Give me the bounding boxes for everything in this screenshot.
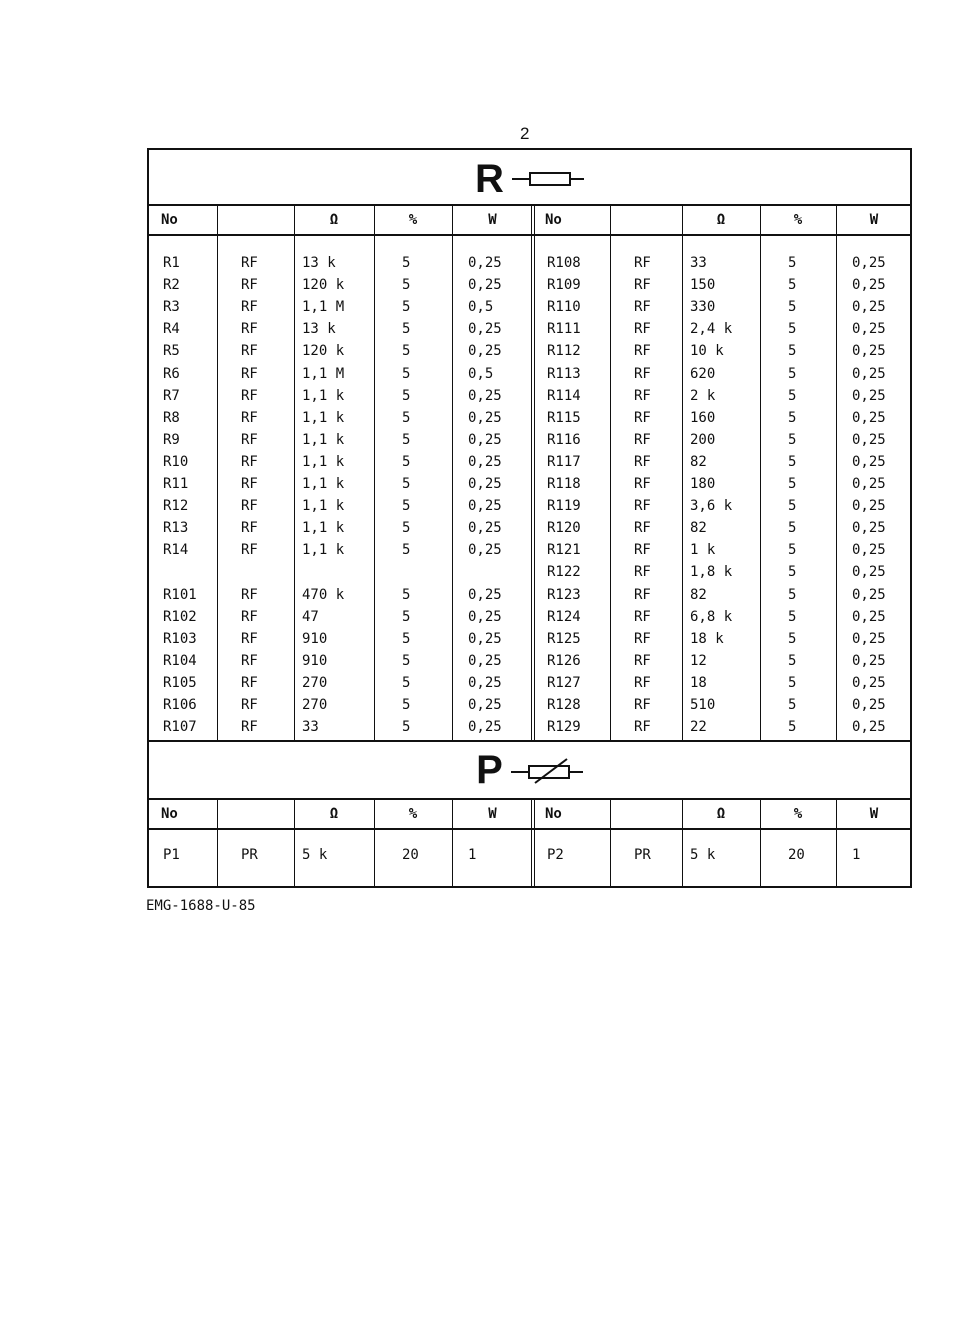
cell-number: R113: [547, 365, 581, 382]
cell-tolerance: 5: [402, 652, 411, 669]
cell-ohms: 1,1 k: [302, 453, 345, 470]
cell-watts: 0,25: [852, 476, 886, 492]
cell-type: RF: [241, 277, 258, 294]
cell-tolerance: 5: [402, 365, 411, 382]
cell-tolerance: 5: [402, 476, 411, 492]
column-rule: [217, 204, 218, 740]
cell-number: R105: [163, 674, 197, 691]
cell-number: R127: [547, 674, 581, 691]
cell-tolerance: 5: [402, 697, 411, 713]
cell-watts: 0,25: [852, 343, 886, 360]
cell-watts: 0,25: [468, 697, 502, 713]
cell-number: R3: [163, 299, 180, 316]
cell-ohms: 510: [690, 697, 716, 713]
cell-ohms: 22: [690, 719, 707, 736]
column-rule: [760, 204, 761, 740]
cell-watts: 0,25: [468, 476, 502, 492]
cell-tolerance: 5: [788, 299, 797, 316]
cell-ohms: 620: [690, 365, 716, 382]
cell-watts: 0,25: [468, 498, 502, 515]
cell-type: RF: [241, 719, 258, 736]
cell-type: RF: [241, 542, 258, 559]
cell-number: R104: [163, 652, 197, 669]
column-header: Ω: [716, 806, 726, 822]
cell-type: RF: [634, 299, 651, 316]
cell-type: RF: [634, 498, 651, 515]
cell-ohms: 120 k: [302, 277, 345, 294]
cell-number: R2: [163, 277, 180, 294]
cell-watts: 0,25: [852, 255, 886, 271]
column-header: W: [488, 212, 497, 228]
cell-number: R124: [547, 608, 581, 625]
cell-ohms: 47: [302, 608, 319, 625]
cell-number: R116: [547, 431, 581, 448]
cell-type: RF: [634, 409, 651, 426]
cell-ohms: 1,1 k: [302, 498, 345, 515]
cell-type: RF: [634, 520, 651, 537]
cell-ohms: 82: [690, 586, 707, 603]
resistor-symbol-letter: R: [475, 156, 504, 201]
column-header: Ω: [329, 806, 339, 822]
cell-tolerance: 5: [788, 630, 797, 647]
cell-tolerance: 5: [402, 453, 411, 470]
column-rule: [682, 204, 683, 740]
cell-type: RF: [241, 453, 258, 470]
cell-number: R5: [163, 343, 180, 360]
cell-watts: 0,25: [852, 277, 886, 294]
cell-number: R110: [547, 299, 581, 316]
cell-type: RF: [241, 409, 258, 426]
cell-type: RF: [241, 674, 258, 691]
cell-type: RF: [241, 387, 258, 404]
cell-ohms: 1,1 k: [302, 476, 345, 492]
cell-ohms: 18: [690, 674, 707, 691]
cell-number: R8: [163, 409, 180, 426]
cell-tolerance: 5: [788, 476, 797, 492]
cell-number: R111: [547, 321, 581, 338]
rule: [149, 204, 910, 206]
cell-number: R102: [163, 608, 197, 625]
cell-type: RF: [241, 697, 258, 713]
cell-type: RF: [241, 255, 258, 271]
cell-ohms: 150: [690, 277, 716, 294]
cell-ohms: 270: [302, 674, 328, 691]
resistor-symbol-row: [149, 154, 910, 204]
cell-ohms: 33: [302, 719, 319, 736]
cell-tolerance: 5: [788, 277, 797, 294]
cell-tolerance: 5: [402, 321, 411, 338]
cell-number: R119: [547, 498, 581, 515]
cell-ohms: 180: [690, 476, 716, 492]
cell-type: RF: [634, 453, 651, 470]
component-table: [147, 148, 912, 888]
cell-watts: 0,25: [852, 674, 886, 691]
cell-watts: 0,25: [468, 255, 502, 271]
column-header: No: [545, 212, 562, 228]
cell-number: P1: [163, 847, 180, 863]
cell-number: R121: [547, 542, 581, 559]
cell-tolerance: 5: [788, 697, 797, 713]
cell-watts: 0,25: [468, 409, 502, 426]
cell-tolerance: 20: [788, 847, 805, 863]
cell-ohms: 5 k: [302, 847, 328, 863]
cell-number: R13: [163, 520, 189, 537]
cell-tolerance: 5: [402, 719, 411, 736]
cell-tolerance: 5: [788, 719, 797, 736]
cell-tolerance: 5: [788, 453, 797, 470]
cell-ohms: 910: [302, 630, 328, 647]
cell-number: R12: [163, 498, 189, 515]
cell-tolerance: 5: [402, 299, 411, 316]
cell-number: R109: [547, 277, 581, 294]
cell-number: R123: [547, 586, 581, 603]
cell-ohms: 1,1 k: [302, 520, 345, 537]
potentiometer-symbol-row: [149, 742, 910, 798]
column-header: %: [408, 806, 418, 822]
cell-watts: 1: [468, 847, 477, 863]
cell-type: RF: [241, 652, 258, 669]
cell-number: R9: [163, 431, 180, 448]
cell-watts: 0,25: [852, 321, 886, 338]
rule: [149, 234, 910, 236]
cell-watts: 0,25: [468, 674, 502, 691]
cell-type: PR: [241, 847, 258, 863]
cell-type: RF: [634, 365, 651, 382]
cell-tolerance: 5: [788, 608, 797, 625]
cell-watts: 0,25: [852, 498, 886, 515]
cell-ohms: 330: [690, 299, 716, 316]
cell-ohms: 2,4 k: [690, 321, 733, 338]
cell-number: R101: [163, 586, 197, 603]
cell-type: RF: [241, 365, 258, 382]
cell-tolerance: 5: [402, 586, 411, 603]
variable-resistor-icon: [511, 755, 583, 785]
cell-watts: 0,25: [468, 277, 502, 294]
column-header: Ω: [716, 212, 726, 228]
cell-ohms: 270: [302, 697, 328, 713]
cell-tolerance: 5: [788, 674, 797, 691]
cell-tolerance: 5: [788, 409, 797, 426]
cell-number: R125: [547, 630, 581, 647]
cell-tolerance: 5: [788, 255, 797, 271]
cell-tolerance: 5: [788, 343, 797, 360]
cell-type: RF: [241, 476, 258, 492]
cell-watts: 0,25: [468, 321, 502, 338]
cell-ohms: 13 k: [302, 255, 336, 271]
cell-ohms: 5 k: [690, 847, 716, 863]
cell-type: RF: [634, 431, 651, 448]
cell-tolerance: 5: [402, 431, 411, 448]
cell-tolerance: 5: [788, 387, 797, 404]
cell-type: RF: [634, 542, 651, 559]
cell-tolerance: 5: [402, 498, 411, 515]
cell-tolerance: 5: [788, 564, 797, 581]
cell-watts: 0,25: [852, 409, 886, 426]
cell-type: RF: [634, 387, 651, 404]
cell-ohms: 470 k: [302, 586, 345, 603]
cell-ohms: 12: [690, 652, 707, 669]
column-rule: [452, 204, 453, 740]
cell-number: R7: [163, 387, 180, 404]
cell-watts: 0,25: [468, 343, 502, 360]
cell-ohms: 910: [302, 652, 328, 669]
cell-type: RF: [634, 630, 651, 647]
cell-number: R115: [547, 409, 581, 426]
cell-watts: 0,25: [468, 542, 502, 559]
column-header: W: [869, 212, 879, 228]
cell-watts: 0,25: [852, 542, 886, 559]
cell-tolerance: 5: [402, 277, 411, 294]
cell-ohms: 200: [690, 431, 716, 448]
cell-watts: 0,25: [468, 520, 502, 537]
cell-watts: 0,25: [852, 586, 886, 603]
cell-watts: 0,5: [468, 365, 494, 382]
cell-number: R103: [163, 630, 197, 647]
cell-number: R129: [547, 719, 581, 736]
cell-watts: 0,25: [852, 299, 886, 316]
cell-type: RF: [241, 498, 258, 515]
cell-tolerance: 5: [788, 520, 797, 537]
cell-type: RF: [634, 586, 651, 603]
cell-type: RF: [241, 321, 258, 338]
column-rule: [836, 204, 837, 740]
cell-type: RF: [634, 343, 651, 360]
cell-watts: 1: [852, 847, 861, 863]
cell-watts: 0,5: [468, 299, 494, 316]
column-rule: [294, 204, 295, 740]
cell-watts: 0,25: [852, 652, 886, 669]
cell-watts: 0,25: [852, 564, 886, 581]
rule: [149, 798, 910, 800]
cell-ohms: 13 k: [302, 321, 336, 338]
rule: [149, 828, 910, 830]
cell-type: RF: [634, 608, 651, 625]
cell-ohms: 82: [690, 453, 707, 470]
cell-ohms: 1,1 M: [302, 299, 345, 316]
cell-ohms: 1,8 k: [690, 564, 733, 581]
page-number: 2: [520, 124, 530, 143]
column-header: No: [161, 212, 178, 228]
cell-number: R11: [163, 476, 189, 492]
cell-tolerance: 5: [788, 542, 797, 559]
cell-type: RF: [241, 586, 258, 603]
column-rule: [610, 798, 611, 888]
cell-ohms: 1,1 k: [302, 387, 345, 404]
cell-ohms: 1,1 k: [302, 542, 345, 559]
cell-number: R108: [547, 255, 581, 271]
cell-number: R10: [163, 453, 189, 470]
cell-ohms: 18 k: [690, 630, 724, 647]
cell-tolerance: 5: [788, 586, 797, 603]
cell-number: R107: [163, 719, 197, 736]
cell-watts: 0,25: [852, 697, 886, 713]
cell-watts: 0,25: [468, 719, 502, 736]
cell-ohms: 10 k: [690, 343, 724, 360]
cell-watts: 0,25: [468, 586, 502, 603]
cell-tolerance: 5: [788, 431, 797, 448]
cell-tolerance: 5: [788, 498, 797, 515]
cell-ohms: 1,1 M: [302, 365, 345, 382]
cell-ohms: 1,1 k: [302, 431, 345, 448]
cell-tolerance: 5: [402, 387, 411, 404]
cell-tolerance: 20: [402, 847, 419, 863]
column-rule: [217, 798, 218, 888]
cell-type: RF: [634, 277, 651, 294]
cell-number: R118: [547, 476, 581, 492]
document-code: EMG-1688-U-85: [146, 898, 256, 914]
cell-type: RF: [634, 476, 651, 492]
fixed-resistor-icon: [512, 167, 584, 191]
cell-type: RF: [634, 564, 651, 581]
cell-number: R126: [547, 652, 581, 669]
cell-type: RF: [634, 674, 651, 691]
cell-number: P2: [547, 847, 564, 863]
cell-tolerance: 5: [402, 255, 411, 271]
cell-tolerance: 5: [402, 674, 411, 691]
cell-tolerance: 5: [402, 409, 411, 426]
cell-watts: 0,25: [852, 608, 886, 625]
cell-tolerance: 5: [402, 630, 411, 647]
column-rule: [610, 204, 611, 740]
cell-number: R14: [163, 542, 189, 559]
cell-type: RF: [241, 343, 258, 360]
cell-watts: 0,25: [852, 520, 886, 537]
column-header: No: [161, 806, 178, 822]
cell-watts: 0,25: [852, 387, 886, 404]
cell-watts: 0,25: [852, 630, 886, 647]
cell-ohms: 3,6 k: [690, 498, 733, 515]
potentiometer-symbol-letter: P: [476, 747, 503, 792]
cell-number: R4: [163, 321, 180, 338]
cell-number: R122: [547, 564, 581, 581]
cell-tolerance: 5: [788, 365, 797, 382]
cell-watts: 0,25: [468, 387, 502, 404]
cell-watts: 0,25: [468, 608, 502, 625]
cell-number: R114: [547, 387, 581, 404]
cell-ohms: 2 k: [690, 387, 716, 404]
cell-type: RF: [634, 697, 651, 713]
cell-watts: 0,25: [468, 652, 502, 669]
cell-tolerance: 5: [402, 520, 411, 537]
cell-tolerance: 5: [402, 608, 411, 625]
cell-tolerance: 5: [402, 343, 411, 360]
cell-number: R106: [163, 697, 197, 713]
cell-type: RF: [241, 431, 258, 448]
cell-tolerance: 5: [788, 652, 797, 669]
column-header: W: [488, 806, 497, 822]
cell-type: RF: [634, 652, 651, 669]
cell-number: R6: [163, 365, 180, 382]
cell-ohms: 120 k: [302, 343, 345, 360]
column-header: No: [545, 806, 562, 822]
column-header: W: [869, 806, 879, 822]
cell-tolerance: 5: [788, 321, 797, 338]
cell-type: RF: [241, 608, 258, 625]
cell-watts: 0,25: [852, 365, 886, 382]
cell-ohms: 6,8 k: [690, 608, 733, 625]
cell-type: RF: [241, 630, 258, 647]
cell-ohms: 1,1 k: [302, 409, 345, 426]
column-header: %: [793, 806, 803, 822]
cell-watts: 0,25: [852, 719, 886, 736]
cell-type: RF: [634, 719, 651, 736]
column-rule: [374, 204, 375, 740]
cell-ohms: 1 k: [690, 542, 716, 559]
cell-number: R112: [547, 343, 581, 360]
cell-watts: 0,25: [852, 453, 886, 470]
column-header: %: [408, 212, 418, 228]
cell-type: PR: [634, 847, 651, 863]
cell-ohms: 82: [690, 520, 707, 537]
cell-watts: 0,25: [468, 453, 502, 470]
cell-number: R117: [547, 453, 581, 470]
cell-type: RF: [241, 299, 258, 316]
cell-number: R128: [547, 697, 581, 713]
column-rule: [531, 204, 535, 740]
column-header: %: [793, 212, 803, 228]
cell-watts: 0,25: [468, 630, 502, 647]
cell-number: R1: [163, 255, 180, 271]
cell-type: RF: [634, 255, 651, 271]
cell-number: R120: [547, 520, 581, 537]
cell-watts: 0,25: [852, 431, 886, 448]
column-header: Ω: [329, 212, 339, 228]
cell-ohms: 33: [690, 255, 707, 271]
cell-type: RF: [241, 520, 258, 537]
cell-ohms: 160: [690, 409, 716, 426]
cell-tolerance: 5: [402, 542, 411, 559]
cell-type: RF: [634, 321, 651, 338]
cell-watts: 0,25: [468, 431, 502, 448]
